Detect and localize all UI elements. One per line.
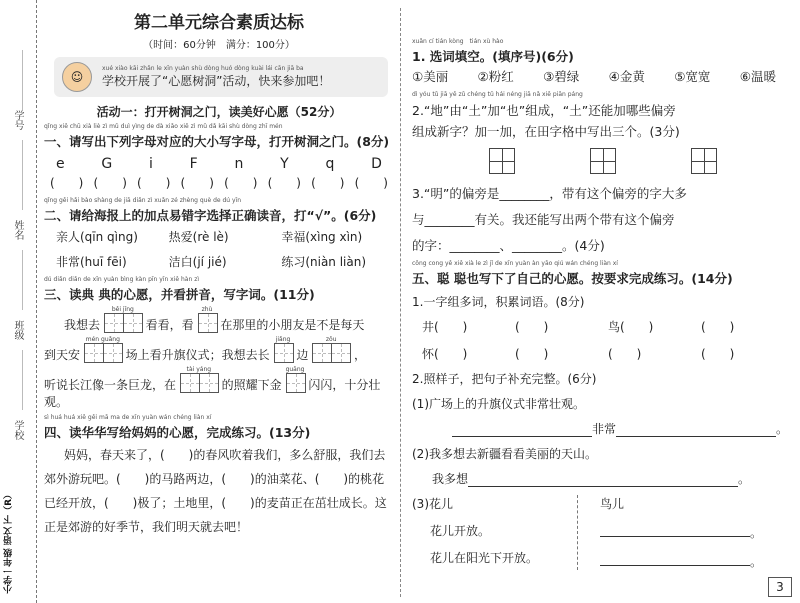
sub-question-1: 1.一字组多词，积累词语。(8分) xyxy=(412,295,585,309)
act5-pinyin: cōng cong yě xiě xià le zì jǐ de xīn yuàn àn yāo qiú wán chéng liàn xí xyxy=(412,260,618,267)
flower-label: (3)花儿 xyxy=(412,497,453,511)
answer-fixed-word: 我多想 xyxy=(432,472,469,486)
example-b: (2)我多想去新疆看看美丽的天山。 xyxy=(412,447,597,461)
choice-item: ⑥温暖 xyxy=(739,69,776,84)
binding-line xyxy=(22,50,23,110)
word-build-grid xyxy=(412,318,794,362)
fill-text: 听说长江像一条巨龙，在 xyxy=(44,378,177,392)
left-column xyxy=(44,0,394,539)
pinyin-box[interactable] xyxy=(104,306,142,333)
page-title: 第二单元综合素质达标 xyxy=(134,13,304,33)
bird-answer-2[interactable]: 。 xyxy=(600,553,794,570)
fill-text: 的照耀下金 xyxy=(221,378,282,392)
letter: e xyxy=(56,156,65,172)
word-choices xyxy=(412,67,794,85)
letter: n xyxy=(234,156,244,172)
word-build-cell[interactable]: ( ) xyxy=(515,347,549,361)
binding-margin xyxy=(0,0,37,603)
fill-text: 在那里的小朋友是不是每天 xyxy=(220,318,365,332)
fill-text: 场上看升旗仪式；我想去长 xyxy=(125,348,270,362)
q3-pinyin: dú diǎn diǎn de xīn yuàn bìng kàn pīn yīn xiě hàn zì xyxy=(44,276,200,283)
flower-sentence-2: 花儿在阳光下开放。 xyxy=(430,551,539,565)
pinyin-box[interactable] xyxy=(180,366,218,393)
pinyin-box[interactable] xyxy=(198,306,217,333)
question-3: 三、读典 典的心愿，并看拼音，写字词。(11分) xyxy=(44,287,315,302)
word-build-cell[interactable]: 井( ) xyxy=(422,320,468,334)
bird-label: 鸟儿 xyxy=(600,497,625,511)
r-q1-pinyin: xuǎn cí tián kòng tián xù hào xyxy=(412,38,504,45)
bird-column xyxy=(578,495,794,570)
pinyin-label: běi jīng xyxy=(111,306,134,313)
word-build-cell[interactable]: ( ) xyxy=(515,320,549,334)
letter: G xyxy=(101,156,113,172)
letter: Y xyxy=(280,156,289,172)
binding-label-class: 班级 xyxy=(12,320,23,340)
banner-pinyin: xué xiào kāi zhǎn le xīn yuàn shù dòng huó dòng kuài lái cān jiā ba xyxy=(102,65,304,72)
binding-label-school: 学校 xyxy=(12,420,23,440)
right-column xyxy=(412,0,794,570)
word-build-cell[interactable]: 怀( ) xyxy=(422,347,468,361)
question-4: 四、读华华写给妈妈的心愿，完成练习。(13分) xyxy=(44,425,311,440)
letter: F xyxy=(189,156,198,172)
word-build-cell[interactable]: 鸟( ) xyxy=(608,320,654,334)
pinyin-box[interactable] xyxy=(274,336,293,363)
mascot-icon: ☺ xyxy=(62,62,92,92)
q1-pinyin: qǐng xiě chū xià liè zì mǔ duì yìng de dà xiǎo xiě zì mǔ dǎ kāi shù dòng zhī mén xyxy=(44,123,283,130)
right-question-3-line2: 与________有关。我还能写出两个带有这个偏旁 xyxy=(412,212,675,227)
word-choice[interactable]: 洁白(jí jié) xyxy=(168,255,227,269)
tianzi-grid-row xyxy=(452,148,754,174)
page-number: 3 xyxy=(768,577,792,597)
question-2: 二、请给海报上的加点易错字选择正确读音，打“√”。(6分) xyxy=(44,208,377,223)
answer-parens-row[interactable]: ( ) ( ) ( ) ( ) ( ) ( ) ( ) ( ) xyxy=(50,176,388,190)
activity-5-title: 五、聪 聪也写下了自己的心愿。按要求完成练习。(14分) xyxy=(412,271,733,286)
right-question-3-line1: 3.“明”的偏旁是________，带有这个偏旁的字大多 xyxy=(412,186,687,201)
binding-line xyxy=(22,350,23,410)
sub-question-2: 2.照样子，把句子补充完整。(6分) xyxy=(412,372,597,386)
bird-answer-1[interactable]: 。 xyxy=(600,524,794,541)
sentence-expand-block xyxy=(412,495,794,570)
fill-row-2 xyxy=(44,336,394,363)
binding-line xyxy=(22,250,23,310)
answer-line-a[interactable]: 非常 。 xyxy=(412,420,794,437)
word-choice[interactable]: 亲人(qīn qìng) xyxy=(56,230,138,244)
fill-text: 闪闪，十分壮观。 xyxy=(44,378,381,409)
letter-row xyxy=(44,156,394,172)
word-choice[interactable]: 热爱(rè lè) xyxy=(168,230,229,244)
q2-pinyin: qǐng gěi hǎi bào shàng de jiā diǎn zì xuǎn zé zhèng què de dú yīn xyxy=(44,197,242,204)
fill-text: 我想去 xyxy=(64,318,101,332)
pinyin-label: jiǎng xyxy=(275,336,291,343)
choice-item: ②粉红 xyxy=(477,69,514,84)
answer-fixed-word: 非常 xyxy=(592,422,617,436)
binding-label-student-id: 学号 xyxy=(12,110,23,130)
right-question-3-line3: 的字：________、________。(4分) xyxy=(412,238,605,253)
word-build-cell[interactable]: ( ) xyxy=(701,320,735,334)
word-build-cell[interactable]: ( ) xyxy=(608,347,642,361)
activity-1-title: 活动一：打开树洞之门，读美好心愿（52分） xyxy=(96,105,342,119)
time-score-info: （时间：60分钟 满分：100分） xyxy=(143,40,295,51)
choice-item: ④金黄 xyxy=(608,69,645,84)
pronunciation-grid xyxy=(44,228,394,270)
word-build-cell[interactable]: ( ) xyxy=(701,347,735,361)
letter: q xyxy=(325,156,335,172)
r-q2-pinyin: dì yóu tǔ jiā yě zǔ chéng tǔ hái néng jiā nǎ xiē piān páng xyxy=(412,91,583,98)
pinyin-label: zǒu xyxy=(325,336,337,343)
letter-paragraph: 妈妈，春天来了，( )的春风吹着我们，多么舒服，我们去郊外游玩吧。( )的马路两边，( )的油菜花、( )的桃花已经开放，( )极了；土地里，( )的麦苗正在茁壮成长。这正是郊游的好季节，我们明天就去吧！ xyxy=(44,448,387,534)
choice-item: ③碧绿 xyxy=(543,69,580,84)
choice-item: ⑤宽宽 xyxy=(674,69,711,84)
right-question-1: 1. 选词填空。(填序号)(6分) xyxy=(412,49,574,64)
question-1: 一、请写出下列字母对应的大小写字母，打开树洞之门。(8分) xyxy=(44,134,390,149)
tianzi-box[interactable] xyxy=(590,148,616,174)
letter: D xyxy=(371,156,382,172)
pinyin-label: tài yáng xyxy=(186,366,212,373)
pinyin-label: guāng xyxy=(285,366,305,373)
pinyin-box[interactable] xyxy=(286,366,305,393)
fill-text: 边 xyxy=(296,348,309,362)
binding-label-name: 姓名 xyxy=(12,220,23,240)
fill-row-1 xyxy=(44,306,394,333)
letter: i xyxy=(149,156,153,172)
right-question-2-line2: 组成新字？加一加，在田字格中写出三个。(3分) xyxy=(412,124,680,139)
pinyin-box[interactable] xyxy=(84,336,122,363)
flower-sentence-1: 花儿开放。 xyxy=(430,524,491,538)
fill-row-3 xyxy=(44,366,394,410)
q4-pinyin: sì huá huá xiě gěi mā ma de xīn yuàn wán chéng liàn xí xyxy=(44,414,212,421)
column-divider xyxy=(400,8,401,597)
right-question-2-line1: 2.“地”由“土”加“也”组成，“土”还能加哪些偏旁 xyxy=(412,103,676,118)
binding-line xyxy=(22,140,23,210)
tianzi-box[interactable] xyxy=(489,148,515,174)
grade-subject-label: 小学一年级 语文 下（R） xyxy=(4,489,14,593)
flower-column xyxy=(412,495,578,570)
pinyin-label: mén guǎng xyxy=(85,336,120,343)
fill-text: ， xyxy=(354,348,367,362)
pinyin-box[interactable] xyxy=(312,336,350,363)
word-choice[interactable]: 幸福(xìng xìn) xyxy=(281,230,363,244)
tianzi-box[interactable] xyxy=(691,148,717,174)
answer-line-b[interactable]: 我多想 。 xyxy=(432,472,751,486)
intro-banner xyxy=(54,57,388,97)
word-choice[interactable]: 非常(huī fēi) xyxy=(56,255,127,269)
fill-text: 到天安 xyxy=(44,348,81,362)
banner-text-block xyxy=(102,65,330,89)
example-a: (1)广场上的升旗仪式非常壮观。 xyxy=(412,397,585,411)
banner-text: 学校开展了“心愿树洞”活动，快来参加吧！ xyxy=(102,74,331,88)
word-choice[interactable]: 练习(niàn liàn) xyxy=(281,255,367,269)
pinyin-label: zhù xyxy=(201,306,213,313)
fill-text: 看看，看 xyxy=(145,318,194,332)
choice-item: ①美丽 xyxy=(412,69,449,84)
